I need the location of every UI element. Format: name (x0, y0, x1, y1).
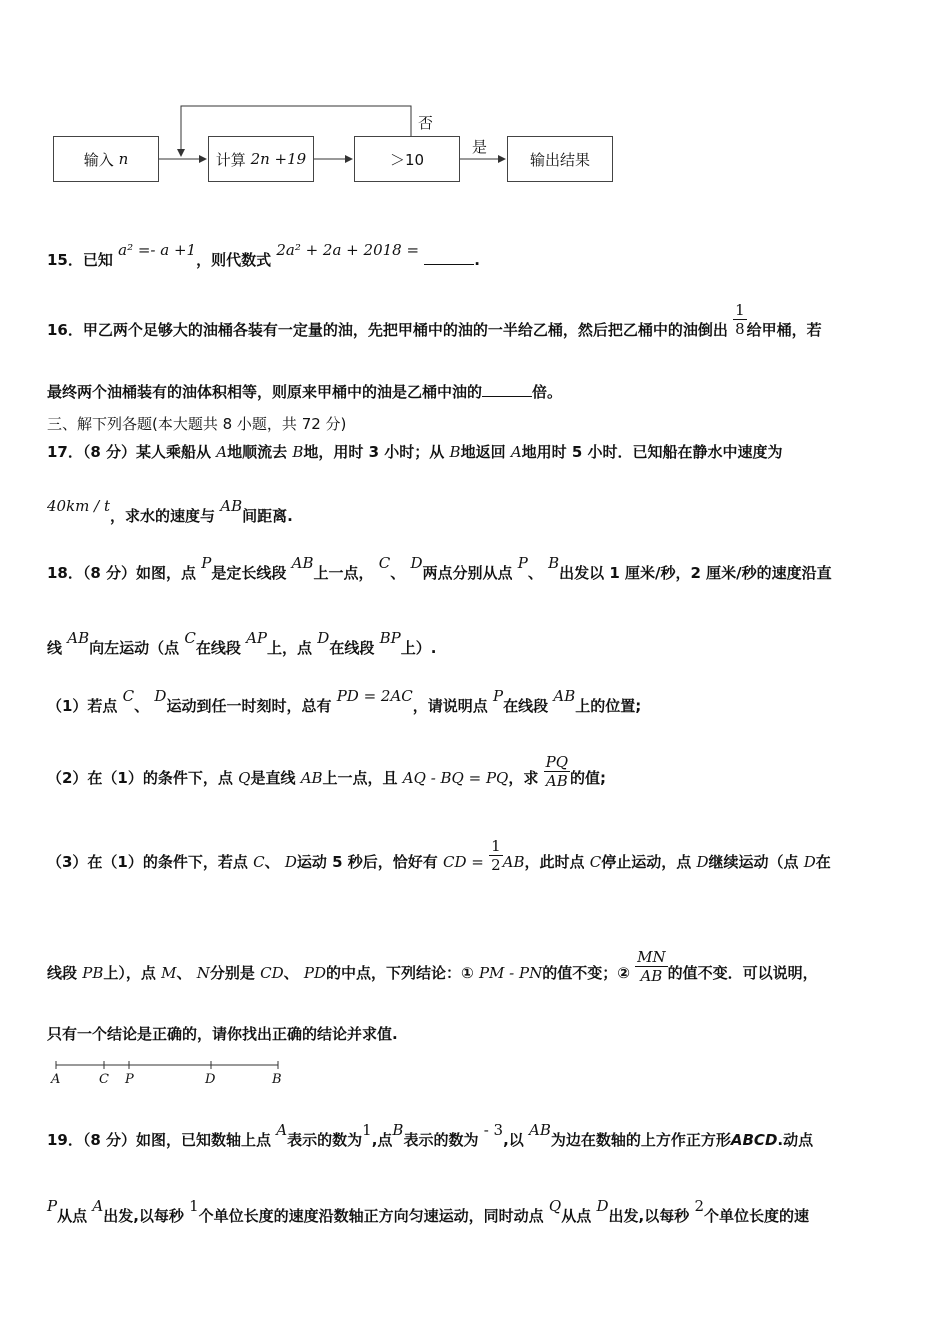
q17-text: 某人乘船从 (136, 443, 212, 461)
q18-var: P (493, 687, 504, 705)
q19-text: .动点 (777, 1131, 814, 1149)
q18-text: 上一点，且 (322, 769, 398, 787)
q18-var: C (378, 554, 391, 572)
q19-text: 出发,以每秒 (103, 1207, 184, 1225)
q18-var: C (122, 687, 135, 705)
q16-text2: 最终两个油桶装有的油体积相等，则原来甲桶中的油是乙桶中油的 (47, 383, 483, 401)
q18-text: 是定长线段 (211, 564, 287, 582)
q18-var: AB (502, 853, 525, 871)
q17-var-a: A (216, 443, 228, 461)
q18-text: 是直线 (250, 769, 296, 787)
q18-text: （2）在（1）的条件下，点 (47, 769, 233, 787)
q17-text: 间距离. (242, 507, 293, 525)
label-a: A (51, 1072, 61, 1087)
q18-sub1 (47, 687, 642, 716)
q18-text: 运动 5 秒后，恰好有 (296, 853, 438, 871)
q19-var: B (392, 1121, 404, 1139)
flow-label-yes: 是 (472, 138, 488, 156)
q18-equation: CD = (443, 853, 484, 871)
q18-line2 (47, 629, 437, 658)
q18-text: 在 (815, 853, 831, 871)
q18-var: AB (291, 554, 314, 572)
q18-var: P (517, 554, 528, 572)
q17-score: （8 分） (82, 443, 137, 461)
q19-score: （8 分） (82, 1131, 137, 1149)
flow-input-var: n (118, 150, 129, 168)
q16-text-end: 给甲桶，若 (746, 321, 822, 339)
q18-var: PB (82, 964, 104, 982)
q19-text: 表示的数为 (403, 1131, 479, 1149)
q16-line1 (47, 301, 822, 340)
q18-var: PD (303, 964, 326, 982)
q17-text: ，求水的速度与 (110, 507, 216, 525)
q18-frac-den: 2 (491, 856, 501, 874)
q15-condition: a² =- a +1 (118, 241, 197, 259)
q18-text: 、 (176, 964, 192, 982)
q18-score: （8 分） (82, 564, 137, 582)
q18-text: 两点分别从点 (422, 564, 513, 582)
q18-fraction-mn-ab (635, 948, 667, 985)
q19-text: 为边在数轴的上方作正方形 (550, 1131, 731, 1149)
q19-text: ,点 (371, 1131, 393, 1149)
q18-text: 在线段 (195, 639, 241, 657)
q18-text: ，请说明点 (412, 697, 488, 715)
q17-text: 地返回 (460, 443, 506, 461)
q18-var: D (696, 853, 709, 871)
q18-sub2 (47, 753, 606, 790)
q19-text: 从点 (561, 1207, 592, 1225)
q18-frac-num: 1 (491, 837, 501, 855)
q15-period: . (474, 251, 480, 269)
q19-line2 (47, 1197, 810, 1226)
flow-input-label: 输入 (83, 150, 114, 169)
q18-text: 在线段 (503, 697, 549, 715)
q18-var: AB (553, 687, 576, 705)
q17-var-b: B (449, 443, 461, 461)
flow-calc-expr: 2n +19 (250, 150, 307, 168)
q18-text: 的值不变；② (542, 964, 630, 982)
q19-var: D (596, 1197, 609, 1215)
q18-var: C (253, 853, 265, 871)
q16-text2-end: 倍。 (532, 383, 563, 401)
q19-num: - 3 (483, 1121, 504, 1139)
q18-frac-den: AB (640, 967, 663, 985)
q18-text: （1）若点 (47, 697, 118, 715)
q18-frac-num: PQ (545, 753, 568, 771)
q18-text: 、 (264, 853, 280, 871)
q18-text: 、 (283, 964, 299, 982)
q18-text: 上，点 (267, 639, 313, 657)
q19-line1 (47, 1121, 814, 1150)
q18-line1 (47, 554, 832, 583)
q18-var: AB (300, 769, 323, 787)
q17-text: 地顺流去 (227, 443, 288, 461)
q16-line2 (47, 382, 562, 402)
q18-text: 运动到任一时刻时，总有 (166, 697, 332, 715)
q18-text: （3）在（1）的条件下，若点 (47, 853, 248, 871)
q18-var: M (161, 964, 177, 982)
q19-text: 个单位长度的速 (704, 1207, 810, 1225)
q19-text: ,以 (503, 1131, 524, 1149)
flow-label-no: 否 (418, 114, 434, 132)
q18-var: Q (238, 769, 251, 787)
q18-text: 停止运动，点 (601, 853, 692, 871)
q18-text: 如图，点 (136, 564, 197, 582)
q18-var: D (803, 853, 816, 871)
label-b: B (272, 1072, 282, 1087)
q17-var-a: A (510, 443, 522, 461)
q15-number: 15． (47, 251, 83, 269)
q18-text: 出发以 1 厘米/秒，2 厘米/秒的速度沿直 (559, 564, 832, 582)
q18-var: D (317, 629, 330, 647)
q18-text: 上一点， (313, 564, 374, 582)
flow-arrows (0, 0, 950, 200)
q17-var-ab: AB (220, 497, 243, 515)
q18-sub3 (47, 837, 831, 874)
q19-number: 19． (47, 1131, 83, 1149)
q18-text: 线 (47, 639, 63, 657)
q16-answer-blank[interactable] (482, 396, 532, 397)
q18-var: D (284, 853, 297, 871)
q18-text: 的值不变．可以说明， (667, 964, 818, 982)
q18-text: ，此时点 (524, 853, 585, 871)
flow-compare-label: ＞10 (389, 150, 425, 169)
q18-var: C (184, 629, 196, 647)
q19-var: Q (548, 1197, 562, 1215)
q19-var: A (276, 1121, 288, 1139)
q18-fraction-half (489, 837, 503, 874)
q18-text: ，求 (508, 769, 539, 787)
q16-text: 甲乙两个足够大的油桶各装有一定量的油，先把甲桶中的油的一半给乙桶，然后把乙桶中的油倒出 (82, 321, 728, 339)
q17-number: 17． (47, 443, 83, 461)
q15-expression: 2a² + 2a + 2018 = (276, 241, 420, 259)
q19-var: A (92, 1197, 104, 1215)
q18-var: P (201, 554, 212, 572)
q18-segment-figure (0, 1055, 950, 1095)
q18-equation: PM - PN (478, 964, 543, 982)
flow-calc-label: 计算 (215, 150, 246, 169)
q17-var-b: B (292, 443, 304, 461)
q18-sub3-end: 只有一个结论是正确的，请你找出正确的结论并求值. (47, 1025, 398, 1043)
q18-text: 线段 (47, 964, 78, 982)
q18-text: 上的位置; (575, 697, 642, 715)
q19-square: ABCD (730, 1131, 778, 1149)
q17-text: 地，用时 3 小时；从 (303, 443, 445, 461)
q15-line (47, 241, 480, 270)
q18-text: 在线段 (329, 639, 375, 657)
q19-text: 出发,以每秒 (608, 1207, 690, 1225)
q18-text: 、 (390, 564, 406, 582)
q19-num: 2 (694, 1197, 704, 1215)
section3-title: 三、解下列各题(本大题共 8 小题，共 72 分) (47, 415, 347, 433)
q16-number: 16． (47, 321, 83, 339)
label-c: C (99, 1072, 109, 1087)
label-d: D (205, 1072, 216, 1087)
q18-var: C (589, 853, 602, 871)
q18-text: 上），点 (103, 964, 156, 982)
flow-loop-arrow (181, 106, 411, 156)
q19-text: 如图，已知数轴上点 (136, 1131, 272, 1149)
flow-output-label: 输出结果 (529, 150, 590, 169)
q18-frac-num: MN (637, 948, 666, 966)
q19-var: P (47, 1197, 58, 1215)
label-p: P (125, 1072, 134, 1087)
q18-var: N (196, 964, 210, 982)
q17-line1 (47, 442, 783, 462)
q15-answer-blank[interactable] (424, 264, 474, 265)
q19-text: 表示的数为 (287, 1131, 363, 1149)
q18-text: 继续运动（点 (708, 853, 799, 871)
q18-var: D (410, 554, 423, 572)
q18-text: 、 (134, 697, 150, 715)
q18-text: 分别是 (209, 964, 255, 982)
q17-line2 (47, 497, 293, 526)
q19-text: 个单位长度的速度沿数轴正方向匀速运动，同时动点 (198, 1207, 544, 1225)
q18-var: BP (379, 629, 401, 647)
q18-var: CD (260, 964, 284, 982)
q18-text: 上）. (400, 639, 437, 657)
q16-frac-den: 8 (735, 320, 745, 338)
q18-fraction-pq-ab (544, 753, 570, 790)
q19-num: 1 (189, 1197, 199, 1215)
q17-text: 地用时 5 小时．已知船在静水中速度为 (521, 443, 783, 461)
q18-number: 18． (47, 564, 83, 582)
q18-sub3-cont (47, 948, 818, 985)
q18-equation: AQ - BQ = PQ (402, 769, 509, 787)
q16-frac-num: 1 (735, 301, 745, 319)
q18-text: 向左运动（点 (89, 639, 180, 657)
q19-var: AB (529, 1121, 551, 1139)
q18-frac-den: AB (545, 772, 568, 790)
q18-equation: PD = 2AC (336, 687, 413, 705)
q19-text: 从点 (57, 1207, 88, 1225)
q18-text: 、 (527, 564, 543, 582)
q15-text: 已知 (82, 251, 113, 269)
q18-text: 的值; (570, 769, 606, 787)
q19-num: 1 (362, 1121, 372, 1139)
q18-text: 的中点，下列结论：① (326, 964, 474, 982)
q17-speed: 40km / t (47, 497, 111, 515)
q18-var: AP (246, 629, 268, 647)
q18-var: B (548, 554, 560, 572)
q15-text2: ，则代数式 (196, 251, 272, 269)
q18-var: AB (67, 629, 90, 647)
q16-fraction (733, 301, 747, 338)
q18-var: D (154, 687, 167, 705)
